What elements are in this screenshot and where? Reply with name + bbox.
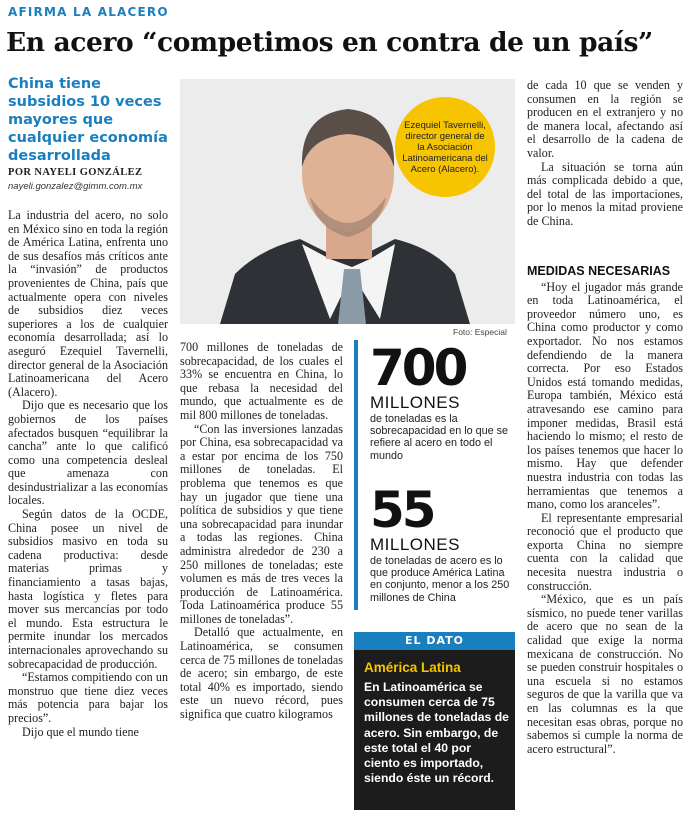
article-column-2 xyxy=(180,341,343,722)
paragraph: Según datos de la OCDE, China posee un nivel de subsidios masivo en toda su cadena productiva: desde materias primas y financiamiento a tasas bajas, hasta logística y fletes para mover sus mercancías por todo el mundo. Esta estructura le permite inundar los mercados internacionales aprovechando su sobrecapacidad de producción. xyxy=(8,507,168,671)
paragraph: La industria del acero, no solo en México sino en toda la región de América Latina, enfrenta uno de sus desafíos más críticos ante la “invasión” de productos provenientes de China, país que actualmente opera con niveles de subsidios diez veces superiores a los de cualquier economía desarrollada; así lo aseguró Ezequiel Tavernelli, director general de la Asociación Latinoamericana del Acero (Alacero). xyxy=(8,208,168,399)
author-email[interactable]: nayeli.gonzalez@gimm.com.mx xyxy=(8,181,143,192)
stat-description: de toneladas de acero es lo que produce América Latina en conjunto, menor a los 250 millones de China xyxy=(370,555,510,604)
article-column-1 xyxy=(8,209,168,739)
paragraph: Detalló que actualmente, en Latinoamérica, se consumen cerca de 75 millones de toneladas de acero; sin embargo, de este total 40% es importado, siendo este un nuevo récord, pues significa que cuatro kilogramos xyxy=(180,625,343,722)
paragraph: “Con las inversiones lanzadas por China, esa sobrecapacidad va a estar por encima de los 750 millones de toneladas. El problema que tenemos es que hay un jugador que tiene una política de subsidios y que tiene una sobrecapacidad para inundar a todas las regiones. China administra alrededor de 230 a 250 millones de toneladas; este volumen es más de tres veces la producción de Latinoamérica. Toda Latinoamérica produce 55 millones de toneladas”. xyxy=(180,421,343,626)
paragraph: “Hoy el jugador más grande en toda Latinoamérica, el proveedor número uno, es China como productor y como exportador. No nos estamos defendiendo de la manera correcta. Por eso Estados Unidos está tomando medidas, Europa también, México está atravesando ese camino para imponer medidas, Brasil está haciendo lo mismo; el resto de los países tenemos que hacer lo mismo. Hay que defender nuestra industria con todas las herramientas que tenemos a mano, como los aranceles”. xyxy=(527,279,683,512)
stat-number: 55 xyxy=(370,481,434,539)
stat-unit: MILLONES xyxy=(370,393,460,412)
paragraph: 700 millones de toneladas de sobrecapacidad, de los cuales el 33% se encuentra en China, lo que rebasa la necesidad del mundo, que actualmente es de mil 800 millones de toneladas. xyxy=(180,340,343,422)
el-dato-title: América Latina xyxy=(364,660,461,675)
paragraph: Dijo que es necesario que los gobiernos de los países afectados busquen “equilibrar la cancha” ante lo que calificó como una competencia desleal que amenaza con desindustrializar a las economías locales. xyxy=(8,398,168,508)
article-column-3 xyxy=(527,79,683,229)
paragraph: “Estamos compitiendo con un monstruo que tiene diez veces más potencia para bajar los precios”. xyxy=(8,670,168,725)
el-dato-tab: EL DATO xyxy=(354,632,515,650)
stat-55 xyxy=(370,481,518,604)
photo-credit: Foto: Especial xyxy=(453,327,507,337)
paragraph: “México, que es un país sísmico, no puede tener varillas de acero que no sean de la calidad que exige la norma mexicana de construcción. No se pueden construir hospitales o una escuela si no estamos seguros de que la varilla que va en las columnas es la que necesitan esas obras, porque no sabemos si cumple la norma de acero estructural”. xyxy=(527,592,683,756)
paragraph: La situación se torna aún más complicada debido a que, del total de las importaciones, por lo menos la mitad proviene de China. xyxy=(527,159,683,228)
el-dato-body: En Latinoamérica se consumen cerca de 75 millones de toneladas de acero. Sin embargo, de este total el 40 por ciento es importado, siendo éste un récord. xyxy=(364,680,509,786)
stat-unit: MILLONES xyxy=(370,535,460,554)
section-subtitle: MEDIDAS NECESARIAS xyxy=(527,264,671,278)
photo-caption-badge xyxy=(395,97,495,197)
stat-number: 700 xyxy=(370,339,466,397)
paragraph: El representante empresarial reconoció que el producto que exporta China no siempre cuenta con la calidad que necesita nuestra industria o construcción. xyxy=(527,510,683,593)
subhead: China tiene subsidios 10 veces mayores que cualquier economía desarrollada xyxy=(8,76,168,164)
stats-accent-bar xyxy=(354,340,358,610)
paragraph: Dijo que el mundo tiene xyxy=(22,724,139,739)
photo-caption: Ezequiel Tavernelli, director general de la Asociación Latinoamericana del Acero (Alacero). xyxy=(402,119,488,175)
section-label: AFIRMA LA ALACERO xyxy=(8,5,169,19)
stat-700 xyxy=(370,339,518,462)
stat-description: de toneladas es la sobrecapacidad en lo que se refiere al acero en todo el mundo xyxy=(370,413,509,462)
paragraph: de cada 10 que se venden y consumen en la región se producen en el extranjero y no de manera local, afectando así el desarrollo de la cadena de valor. xyxy=(527,78,683,160)
headline: En acero “competimos en contra de un país” xyxy=(6,27,653,58)
article-column-3-continued xyxy=(527,265,683,756)
byline: POR NAYELI GONZÁLEZ xyxy=(8,167,143,178)
